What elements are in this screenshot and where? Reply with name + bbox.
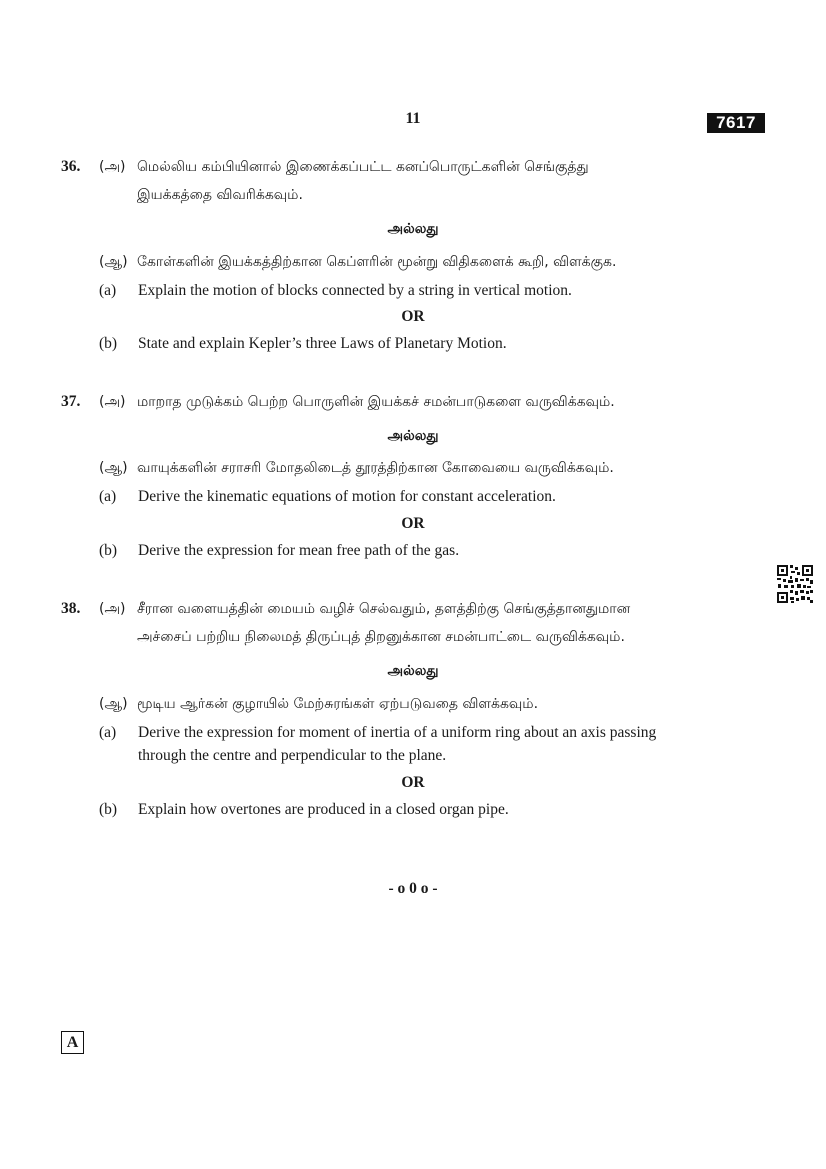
question-number-38: 38. bbox=[61, 600, 81, 617]
q38-en-a-label: (a) bbox=[99, 724, 117, 741]
q38-tamil-a-label: (அ) bbox=[99, 601, 126, 617]
q38-tamil-b-label: (ஆ) bbox=[99, 696, 128, 712]
q36-tamil-a-label: (அ) bbox=[99, 159, 126, 175]
q37-en-b-label: (b) bbox=[99, 542, 118, 559]
q37-en-or: OR bbox=[401, 515, 425, 532]
q36-tamil-b-label: (ஆ) bbox=[99, 254, 128, 270]
q36-tamil-a-line-2: இயக்கத்தை விவரிக்கவும். bbox=[137, 187, 303, 203]
page-number: 11 bbox=[405, 110, 421, 127]
question-number-36: 36. bbox=[61, 158, 81, 175]
q37-tamil-b-label: (ஆ) bbox=[99, 460, 128, 476]
question-number-37: 37. bbox=[61, 393, 81, 410]
q37-en-a-line-1: Derive the kinematic equations of motion for constant acceleration. bbox=[138, 488, 556, 505]
q37-tamil-or: அல்லது bbox=[387, 428, 439, 444]
q38-tamil-or: அல்லது bbox=[387, 663, 439, 679]
q36-tamil-a-line-1: மெல்லிய கம்பியினால் இணைக்கப்பட்ட கனப்பொருட்களின் செங்குத்து bbox=[137, 159, 589, 175]
q36-tamil-b-line-1: கோள்களின் இயக்கத்திற்கான கெப்ளரின் மூன்று விதிகளைக் கூறி, விளக்குக. bbox=[137, 254, 617, 270]
q36-en-b-line-1: State and explain Kepler’s three Laws of Planetary Motion. bbox=[138, 335, 507, 352]
q38-en-a-line-1: Derive the expression for moment of inertia of a uniform ring about an axis passing bbox=[138, 724, 657, 741]
q38-en-or: OR bbox=[401, 774, 425, 791]
q36-en-or: OR bbox=[401, 308, 425, 325]
paper-code-badge: 7617 bbox=[707, 113, 765, 133]
q38-en-b-label: (b) bbox=[99, 801, 118, 818]
q38-tamil-a-line-2: அச்சைப் பற்றிய நிலைமத் திருப்புத் திறனுக்கான சமன்பாட்டை வருவிக்கவும். bbox=[137, 629, 625, 645]
end-mark: - o 0 o - bbox=[388, 880, 438, 897]
q38-en-a-line-2: through the centre and perpendicular to the plane. bbox=[138, 747, 447, 764]
q37-en-b-line-1: Derive the expression for mean free path of the gas. bbox=[138, 542, 460, 559]
q37-en-a-label: (a) bbox=[99, 488, 117, 505]
q36-en-b-label: (b) bbox=[99, 335, 118, 352]
q38-en-b-line-1: Explain how overtones are produced in a closed organ pipe. bbox=[138, 801, 509, 818]
q37-tamil-b-line-1: வாயுக்களின் சராசரி மோதலிடைத் தூரத்திற்கான கோவையை வருவிக்கவும். bbox=[137, 460, 614, 476]
q36-tamil-or: அல்லது bbox=[387, 221, 439, 237]
qr-code-icon bbox=[776, 564, 814, 604]
q36-en-a-label: (a) bbox=[99, 282, 117, 299]
q38-tamil-a-line-1: சீரான வளையத்தின் மையம் வழிச் செல்வதும், தளத்திற்கு செங்குத்தானதுமான bbox=[137, 601, 631, 617]
q36-en-a-line-1: Explain the motion of blocks connected by a string in vertical motion. bbox=[138, 282, 572, 299]
series-box: A bbox=[61, 1031, 84, 1054]
q37-tamil-a-line-1: மாறாத முடுக்கம் பெற்ற பொருளின் இயக்கச் சமன்பாடுகளை வருவிக்கவும். bbox=[137, 394, 615, 410]
q38-tamil-b-line-1: மூடிய ஆர்கன் குழாயில் மேற்சுரங்கள் ஏற்படுவதை விளக்கவும். bbox=[137, 696, 539, 712]
q37-tamil-a-label: (அ) bbox=[99, 394, 126, 410]
